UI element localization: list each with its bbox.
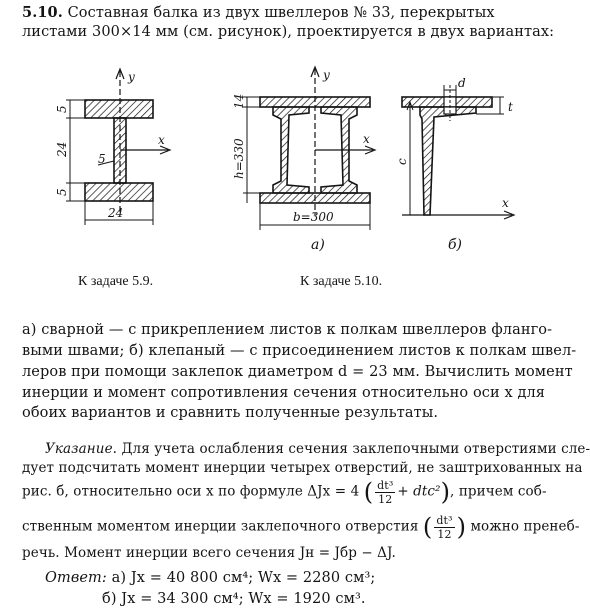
caption-5-9: К задаче 5.9. xyxy=(78,274,154,289)
problem-intro-line-2: листами 300×14 мм (см. рисунок), проектируется в двух вариантах: xyxy=(22,24,555,40)
axis-x-label-a: x xyxy=(363,132,370,146)
variant-a-label: а) xyxy=(311,237,325,253)
hole-fraction xyxy=(434,514,454,541)
formula-tail: + dtc² xyxy=(397,483,441,500)
answer-line-b: б) Jx = 34 300 см⁴; Wx = 1920 см³. xyxy=(102,591,366,607)
bottom-flange xyxy=(85,183,153,201)
figure-5-10-b xyxy=(392,55,542,255)
note-text-1: Для учета ослабления сечения заклепочными отверстиями сле- xyxy=(117,441,590,457)
formula-den: 12 xyxy=(378,492,393,506)
dim-c-label: c xyxy=(395,158,409,165)
formula-fraction xyxy=(375,479,395,506)
paren2-close: ) xyxy=(456,513,467,541)
dim-b-label: b=300 xyxy=(293,210,334,224)
answer-label: Ответ: xyxy=(45,570,107,586)
note-line-2: дует подсчитать момент инерции четырех отверстий, не заштрихованных на xyxy=(22,460,583,476)
variants-line-3: леров при помощи заклепок диаметром d = 23 мм. Вычислить момент xyxy=(22,364,573,380)
hole-frac-den: 12 xyxy=(437,527,452,541)
note-line-3 xyxy=(22,478,547,506)
note-line-1 xyxy=(45,441,590,457)
dim-web-label: 5 xyxy=(98,152,106,166)
channel-b xyxy=(420,107,476,215)
dim-height-label: 24 xyxy=(55,141,69,157)
note-text-3-pre: рис. б, относительно оси x по формуле ΔJx = 4 xyxy=(22,483,360,500)
problem-intro-line-1 xyxy=(22,4,495,21)
axis-y-label-a: y xyxy=(323,68,330,82)
note-label: Указание. xyxy=(45,441,118,457)
hole-frac-num: dt³ xyxy=(436,513,453,527)
note-text-3-post: , причем соб- xyxy=(450,483,547,500)
variants-line-4: инерции и момент сопротивления сечения относительно оси x для xyxy=(22,385,546,401)
axis-y-label: y xyxy=(128,70,135,84)
note-text-4-pre: ственным моментом инерции заклепочного отверстия xyxy=(22,518,419,535)
paren-close: ) xyxy=(440,478,451,506)
answer-line-a xyxy=(45,570,375,586)
answer-a: а) Jx = 40 800 см⁴; Wx = 2280 см³; xyxy=(111,570,376,586)
dim-top-label: 5 xyxy=(55,105,69,113)
dim-t-label: t xyxy=(508,100,513,114)
dim-bottom-label: 5 xyxy=(55,188,69,196)
variants-line-2: выми швами; б) клепаный — с присоединением листов к полкам швел- xyxy=(22,343,577,359)
axis-x-label-b: x xyxy=(502,196,509,210)
note-line-5: речь. Момент инерции всего сечения Jн = Jбр − ΔJ. xyxy=(22,545,396,561)
dim-plate-label: 14 xyxy=(232,93,246,109)
figure-5-9 xyxy=(40,55,200,245)
dim-h-label: h=330 xyxy=(232,138,246,179)
dim-width-label: 24 xyxy=(108,206,124,220)
variants-line-1: а) сварной — с прикреплением листов к полкам швеллеров фланго- xyxy=(22,322,553,338)
problem-intro-text-1: Составная балка из двух швеллеров № 33, перекрытых xyxy=(67,5,495,21)
left-channel xyxy=(273,107,309,193)
axis-x-label: x xyxy=(158,133,165,147)
caption-5-10: К задаче 5.10. xyxy=(300,274,383,289)
paren-open: ( xyxy=(363,478,374,506)
top-flange xyxy=(85,100,153,118)
note-text-4-post: можно пренеб- xyxy=(470,518,580,535)
note-line-4 xyxy=(22,513,580,541)
problem-number: 5.10. xyxy=(22,4,63,21)
figure-5-10-a xyxy=(225,55,390,255)
variant-b-label: б) xyxy=(448,237,463,253)
paren2-open: ( xyxy=(422,513,433,541)
variants-line-5: обоих вариантов и сравнить полученные результаты. xyxy=(22,405,439,421)
dim-d-label: d xyxy=(458,76,466,90)
formula-num: dt³ xyxy=(377,478,394,492)
